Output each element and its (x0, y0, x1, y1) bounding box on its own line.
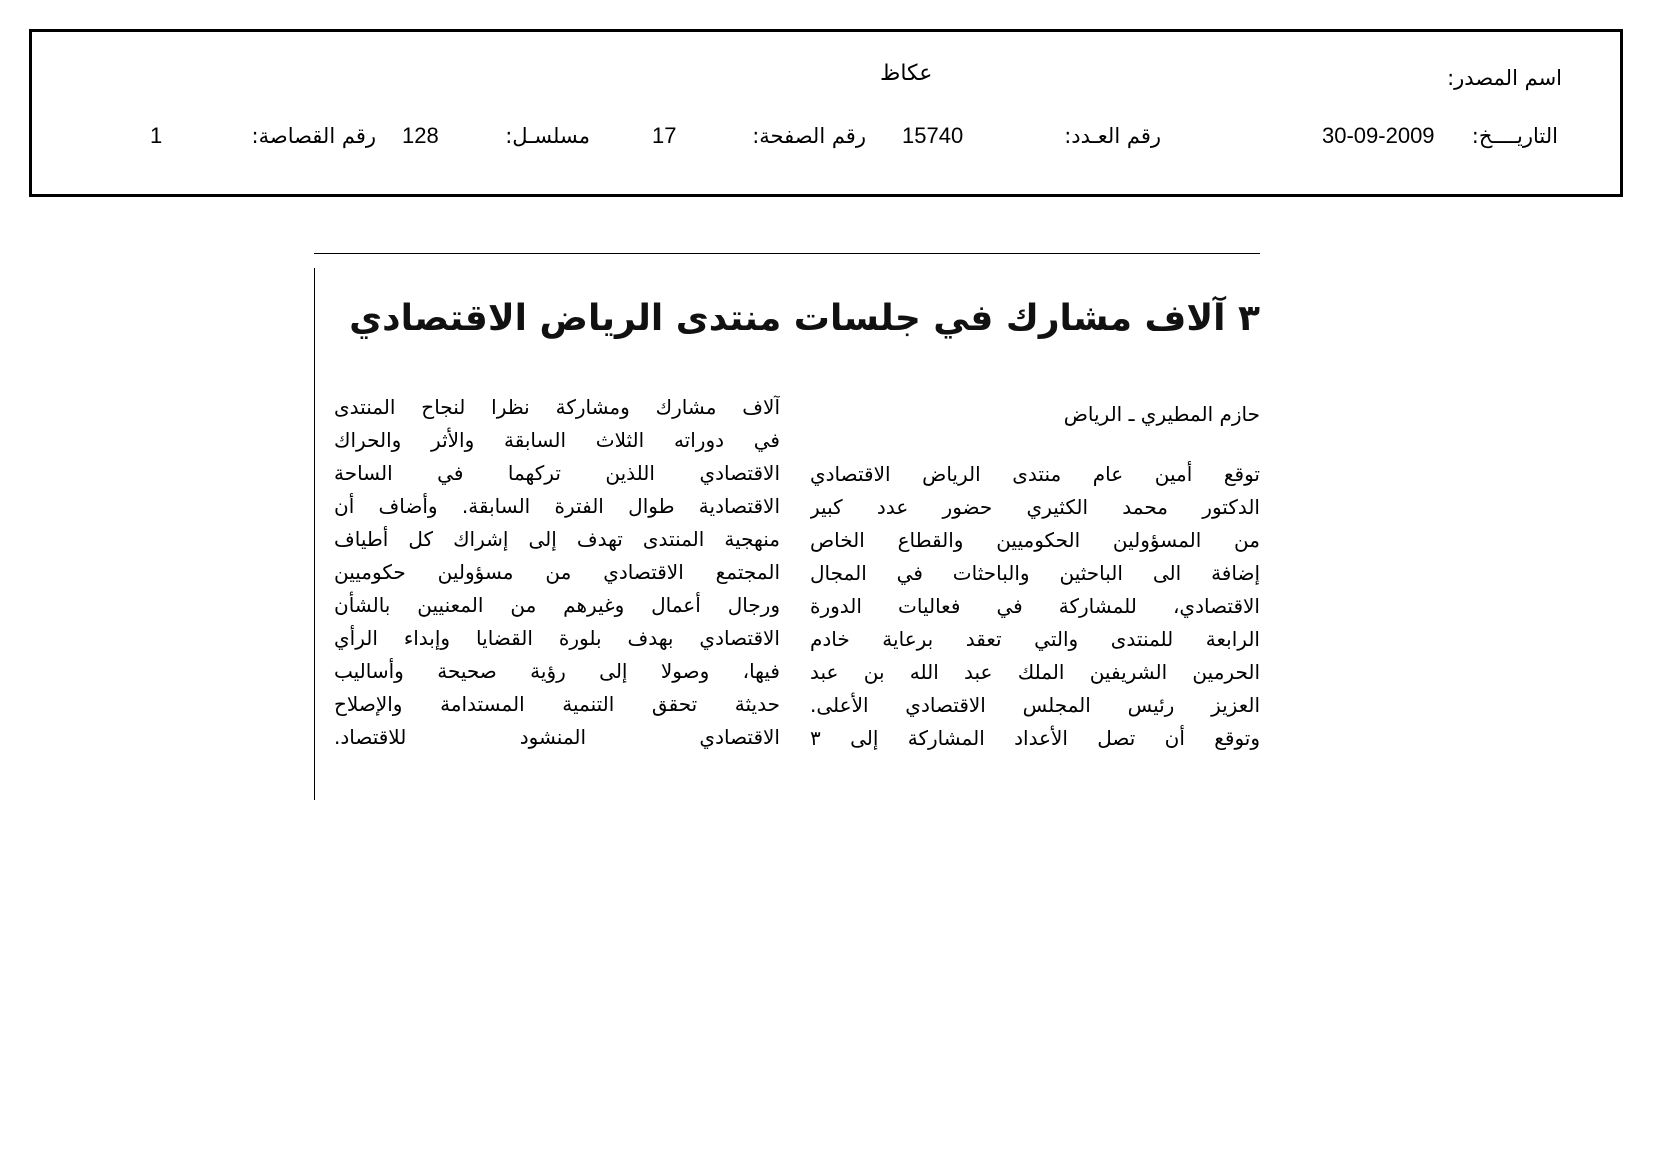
text-line: العزيز رئيس المجلس الاقتصادي الأعلى. (810, 693, 1260, 717)
text-line: الحرمين الشريفين الملك عبد الله بن عبد (810, 660, 1260, 684)
text-line: إضافة الى الباحثين والباحثات في المجال (810, 561, 1260, 585)
text-line: الرابعة للمنتدى والتي تعقد برعاية خادم (810, 627, 1260, 651)
issue-label: رقم العـدد: (1064, 124, 1161, 148)
serial-value: 128 (402, 123, 439, 148)
text-line: المجتمع الاقتصادي من مسؤولين حكوميين (334, 560, 780, 584)
text-line: توقع أمين عام منتدى الرياض الاقتصادي (810, 462, 1260, 486)
text-line: الاقتصادي المنشود للاقتصاد. (334, 725, 780, 749)
page-label: رقم الصفحة: (752, 124, 866, 148)
text-line: الاقتصادي، للمشاركة في فعاليات الدورة (810, 594, 1260, 618)
article-left-rule (314, 268, 315, 800)
text-line: منهجية المنتدى تهدف إلى إشراك كل أطياف (334, 527, 780, 551)
date-value: 30-09-2009 (1322, 123, 1435, 148)
article-byline: حازم المطيري ـ الرياض (1063, 402, 1260, 426)
text-line: وتوقع أن تصل الأعداد المشاركة إلى ٣ (810, 726, 1260, 750)
source-label: اسم المصدر: (1447, 66, 1562, 90)
text-line: آلاف مشارك ومشاركة نظرا لنجاح المنتدى (334, 395, 780, 419)
text-line: الاقتصادي بهدف بلورة القضايا وإبداء الرأي (334, 626, 780, 650)
source-value: عكاظ (880, 61, 933, 86)
date-label: التاريــــخ: (1471, 124, 1558, 148)
text-line: الدكتور محمد الكثيري حضور عدد كبير (810, 495, 1260, 519)
clip-value: 1 (150, 123, 163, 148)
text-line: الاقتصادي اللذين تركهما في الساحة (334, 461, 780, 485)
text-line: الاقتصادية طوال الفترة السابقة. وأضاف أن (334, 494, 780, 518)
article-headline: ٣ آلاف مشارك في جلسات منتدى الرياض الاقتصادي (349, 298, 1260, 339)
article-column-right (810, 458, 1260, 755)
text-line: فيها، وصولا إلى رؤية صحيحة وأساليب (334, 659, 780, 683)
text-line: من المسؤولين الحكوميين والقطاع الخاص (810, 528, 1260, 552)
clip-label: رقم القصاصة: (251, 124, 376, 148)
issue-value: 15740 (902, 123, 964, 148)
text-line: ورجال أعمال وغيرهم من المعنيين بالشأن (334, 593, 780, 617)
text-line: حديثة تحقق التنمية المستدامة والإصلاح (334, 692, 780, 716)
article-top-rule (314, 253, 1260, 254)
clipping-metadata-box (29, 29, 1623, 197)
article-column-left (334, 391, 780, 754)
page-value: 17 (652, 123, 677, 148)
serial-label: مسلسـل: (505, 124, 590, 148)
text-line: في دوراته الثلاث السابقة والأثر والحراك (334, 428, 780, 452)
